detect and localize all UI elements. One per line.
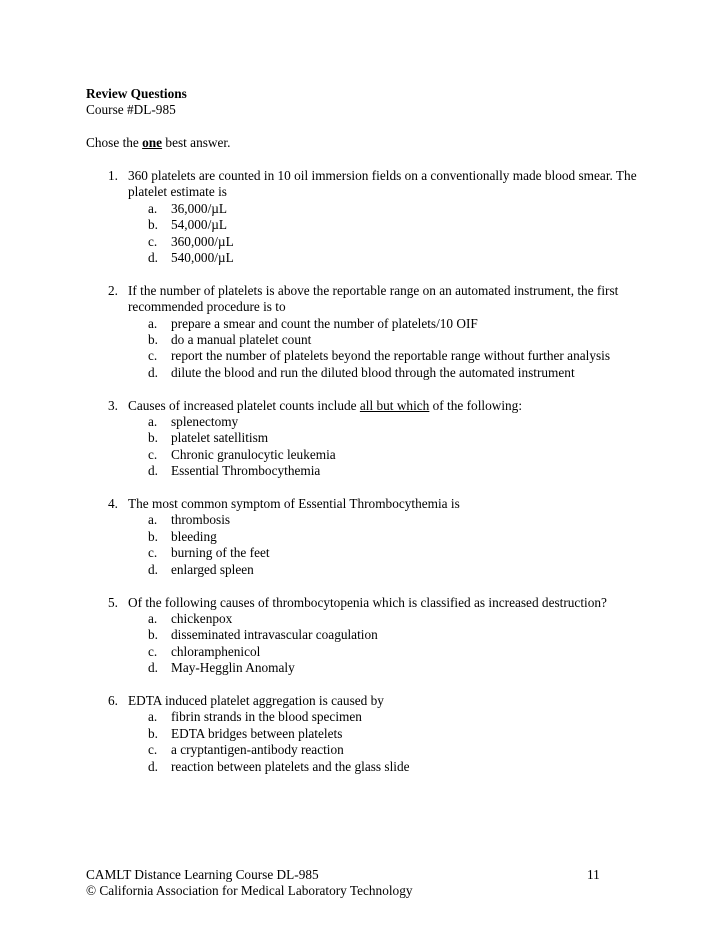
option-letter: b. bbox=[148, 528, 158, 544]
question-number: 3. bbox=[108, 397, 118, 413]
footer-copyright: © California Association for Medical Laboratory Technology bbox=[86, 883, 413, 899]
option-text: prepare a smear and count the number of platelets/10 OIF bbox=[171, 315, 478, 331]
option-a bbox=[86, 201, 646, 217]
option-letter: a. bbox=[148, 610, 158, 626]
option-letter: c. bbox=[148, 446, 158, 462]
instructions bbox=[86, 135, 230, 151]
option-letter: d. bbox=[148, 561, 158, 577]
option-d bbox=[86, 660, 646, 676]
question-1 bbox=[86, 168, 646, 266]
option-text: EDTA bridges between platelets bbox=[171, 725, 343, 741]
option-letter: a. bbox=[148, 709, 158, 725]
option-letter: c. bbox=[148, 742, 158, 758]
option-letter: c. bbox=[148, 643, 158, 659]
option-text: chloramphenicol bbox=[171, 643, 261, 659]
option-d bbox=[86, 463, 646, 479]
question-text bbox=[128, 398, 638, 414]
option-b bbox=[86, 726, 646, 742]
instructions-emphasis: one bbox=[142, 135, 163, 150]
question-text: If the number of platelets is above the reportable range on an automated instrument, the first recommended procedure is to bbox=[128, 282, 619, 315]
option-d bbox=[86, 250, 646, 266]
option-letter: b. bbox=[148, 725, 158, 741]
question-text-after: of the following: bbox=[429, 397, 523, 413]
option-b bbox=[86, 217, 646, 233]
option-letter: d. bbox=[148, 364, 158, 380]
option-c bbox=[86, 234, 646, 250]
option-text: splenectomy bbox=[171, 414, 239, 430]
instructions-text-before: Chose the bbox=[86, 135, 143, 150]
option-text: enlarged spleen bbox=[171, 561, 254, 577]
question-list bbox=[86, 168, 646, 791]
option-d bbox=[86, 562, 646, 578]
question-2 bbox=[86, 283, 646, 381]
question-4 bbox=[86, 496, 646, 578]
question-text-before: Causes of increased platelet counts include bbox=[128, 397, 360, 413]
question-number: 6. bbox=[108, 692, 118, 708]
option-text: disseminated intravascular coagulation bbox=[171, 627, 378, 643]
instructions-text-after: best answer. bbox=[162, 135, 231, 150]
option-letter: d. bbox=[148, 660, 158, 676]
option-text: report the number of platelets beyond the reportable range without further analysis bbox=[171, 348, 611, 364]
option-text: bleeding bbox=[171, 528, 217, 544]
question-3 bbox=[86, 398, 646, 480]
option-c bbox=[86, 742, 646, 758]
option-letter: b. bbox=[148, 627, 158, 643]
option-c bbox=[86, 644, 646, 660]
option-text: chickenpox bbox=[171, 610, 233, 626]
option-a bbox=[86, 414, 646, 430]
option-b bbox=[86, 332, 646, 348]
option-c bbox=[86, 447, 646, 463]
page-heading bbox=[86, 86, 646, 119]
option-text: thrombosis bbox=[171, 512, 231, 528]
course-number: Course #DL-985 bbox=[86, 102, 176, 118]
option-a bbox=[86, 316, 646, 332]
option-b bbox=[86, 430, 646, 446]
option-text: Chronic granulocytic leukemia bbox=[171, 446, 336, 462]
question-5 bbox=[86, 595, 646, 677]
option-text: 540,000/µL bbox=[171, 250, 234, 266]
option-c bbox=[86, 348, 646, 364]
question-6 bbox=[86, 693, 646, 775]
question-number: 5. bbox=[108, 594, 118, 610]
option-letter: a. bbox=[148, 315, 158, 331]
option-a bbox=[86, 512, 646, 528]
option-letter: a. bbox=[148, 200, 158, 216]
option-a bbox=[86, 611, 646, 627]
question-number: 4. bbox=[108, 496, 118, 512]
question-text-underlined: all but which bbox=[359, 397, 430, 413]
option-letter: d. bbox=[148, 463, 158, 479]
option-text: May-Hegglin Anomaly bbox=[171, 660, 295, 676]
footer-course-line bbox=[86, 867, 606, 883]
option-text: dilute the blood and run the diluted blood through the automated instrument bbox=[171, 364, 575, 380]
option-b bbox=[86, 529, 646, 545]
question-number: 1. bbox=[108, 168, 118, 183]
question-text: EDTA induced platelet aggregation is caused by bbox=[128, 692, 384, 708]
question-number: 2. bbox=[108, 282, 118, 298]
option-letter: c. bbox=[148, 233, 158, 249]
option-letter: a. bbox=[148, 512, 158, 528]
option-letter: b. bbox=[148, 430, 158, 446]
option-letter: a. bbox=[148, 414, 158, 430]
option-d bbox=[86, 365, 646, 381]
footer-course: CAMLT Distance Learning Course DL-985 bbox=[86, 867, 319, 882]
page-number: 11 bbox=[587, 867, 600, 882]
option-text: 36,000/µL bbox=[171, 200, 228, 216]
option-c bbox=[86, 545, 646, 561]
option-text: 360,000/µL bbox=[171, 233, 234, 249]
option-letter: b. bbox=[148, 332, 158, 348]
option-letter: d. bbox=[148, 758, 158, 774]
question-text: 360 platelets are counted in 10 oil immersion fields on a conventionally made blood smear. The platelet estimate is bbox=[128, 168, 637, 200]
option-text: reaction between platelets and the glass slide bbox=[171, 758, 410, 774]
option-letter: b. bbox=[148, 217, 158, 233]
option-text: do a manual platelet count bbox=[171, 332, 312, 348]
option-text: burning of the feet bbox=[171, 545, 270, 561]
option-letter: c. bbox=[148, 348, 158, 364]
option-letter: c. bbox=[148, 545, 158, 561]
option-letter: d. bbox=[148, 250, 158, 266]
option-text: Essential Thrombocythemia bbox=[171, 463, 321, 479]
option-d bbox=[86, 759, 646, 775]
option-b bbox=[86, 627, 646, 643]
page-footer bbox=[86, 867, 606, 900]
option-text: a cryptantigen-antibody reaction bbox=[171, 742, 344, 758]
option-text: fibrin strands in the blood specimen bbox=[171, 709, 362, 725]
option-text: platelet satellitism bbox=[171, 430, 269, 446]
question-text: Of the following causes of thrombocytopenia which is classified as increased destruction? bbox=[128, 594, 607, 610]
question-text: The most common symptom of Essential Thrombocythemia is bbox=[128, 496, 460, 512]
option-text: 54,000/µL bbox=[171, 217, 228, 233]
option-a bbox=[86, 709, 646, 725]
page-title: Review Questions bbox=[86, 86, 187, 101]
